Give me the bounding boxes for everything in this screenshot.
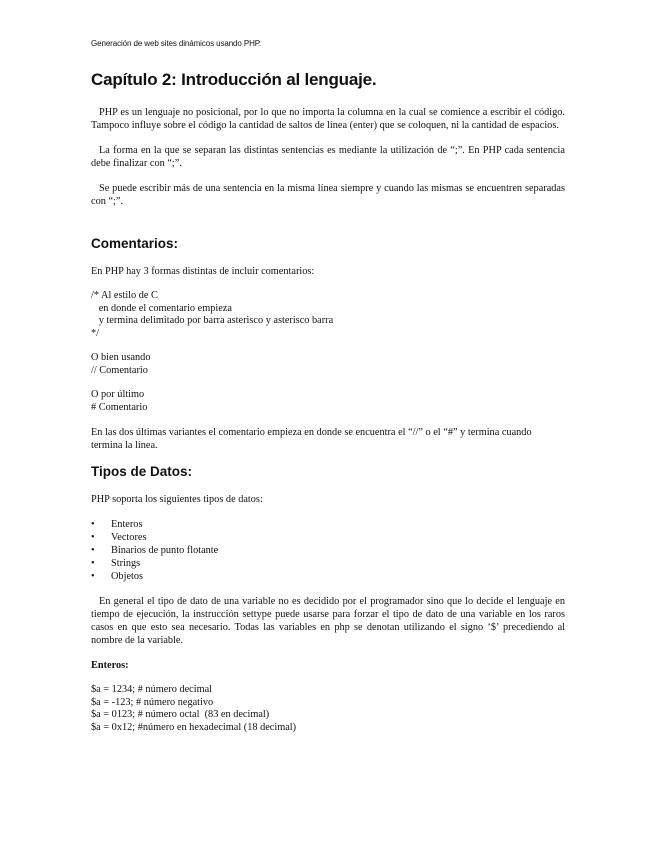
list-item-label: Enteros — [111, 519, 143, 530]
bullet-icon: • — [91, 519, 95, 530]
list-item — [91, 531, 565, 544]
list-item-label: Vectores — [111, 532, 147, 543]
list-item — [91, 544, 565, 557]
running-header: Generación de web sites dinámicos usando PHP. — [91, 39, 262, 48]
list-item-label: Objetos — [111, 571, 144, 582]
hash-comment-intro: O por último — [91, 389, 145, 400]
cpp-comment-example: // Comentario — [91, 364, 148, 376]
code-line: /* Al estilo de C — [91, 290, 158, 301]
bullet-icon: • — [91, 558, 95, 569]
page-content — [91, 70, 565, 734]
intro-paragraph-2: La forma en la que se separan las distintas sentencias es mediante la utilización de “;”. En PHP cada sentencia debe finalizar con “;”. — [91, 145, 565, 169]
list-item — [91, 518, 565, 531]
intro-paragraph-3: Se puede escribir más de una sentencia en la misma línea siempre y cuando las mismas se encuentren separadas con “;”. — [91, 183, 565, 207]
code-line: $a = -123; # número negativo — [91, 696, 214, 708]
list-item-label: Binarios de punto flotante — [111, 545, 219, 556]
list-item — [91, 570, 565, 583]
code-line: */ — [91, 327, 100, 339]
code-line: $a = 1234; # número decimal — [91, 684, 213, 695]
code-line: y termina delimitado por barra asterisco y asterisco barra — [91, 315, 334, 326]
chapter-title: Capítulo 2: Introducción al lenguaje. — [91, 70, 377, 89]
hash-comment-example: # Comentario — [91, 401, 148, 413]
intro-paragraph-1: PHP es un lenguaje no posicional, por lo que no importa la columna en la cual se comience a escribir el código. Tampoco influye sobre el código la cantidad de saltos de línea (enter) que se coloquen, ni la cantidad de espacios. — [91, 107, 565, 131]
comments-closing: En las dos últimas variantes el comentario empieza en donde se encuentra el “//” o el “#” y termina cuando termina la línea. — [91, 427, 532, 451]
code-line: $a = 0123; # número octal (83 en decimal) — [91, 709, 270, 720]
bullet-icon: • — [91, 545, 95, 556]
bullet-icon: • — [91, 571, 95, 582]
c-style-comment-block — [91, 290, 565, 340]
datatypes-list — [91, 518, 565, 583]
datatypes-heading: Tipos de Datos: — [91, 464, 193, 479]
cpp-comment-intro: O bien usando — [91, 352, 151, 363]
bullet-icon: • — [91, 532, 95, 543]
enteros-examples — [91, 684, 565, 734]
list-item-label: Strings — [111, 558, 141, 569]
comments-intro: En PHP hay 3 formas distintas de incluir comentarios: — [91, 266, 315, 277]
datatypes-body: En general el tipo de dato de una variable no es decidido por el programador sino que lo decide el lenguaje en tiempo de ejecución, la instrucción settype puede usarse para forzar el tipo de dato de una variable en los raros casos en que esto sea necesario. Todas las variables en php se denotan utilizando el signo ‘$’ precediendo al nombre de la variable. — [91, 596, 565, 646]
code-line: $a = 0x12; #número en hexadecimal (18 decimal) — [91, 721, 297, 733]
code-line: en donde el comentario empieza — [91, 302, 232, 314]
list-item — [91, 557, 565, 570]
comments-heading: Comentarios: — [91, 236, 179, 251]
datatypes-intro: PHP soporta los siguientes tipos de datos: — [91, 494, 263, 505]
enteros-subheading: Enteros: — [91, 660, 129, 671]
